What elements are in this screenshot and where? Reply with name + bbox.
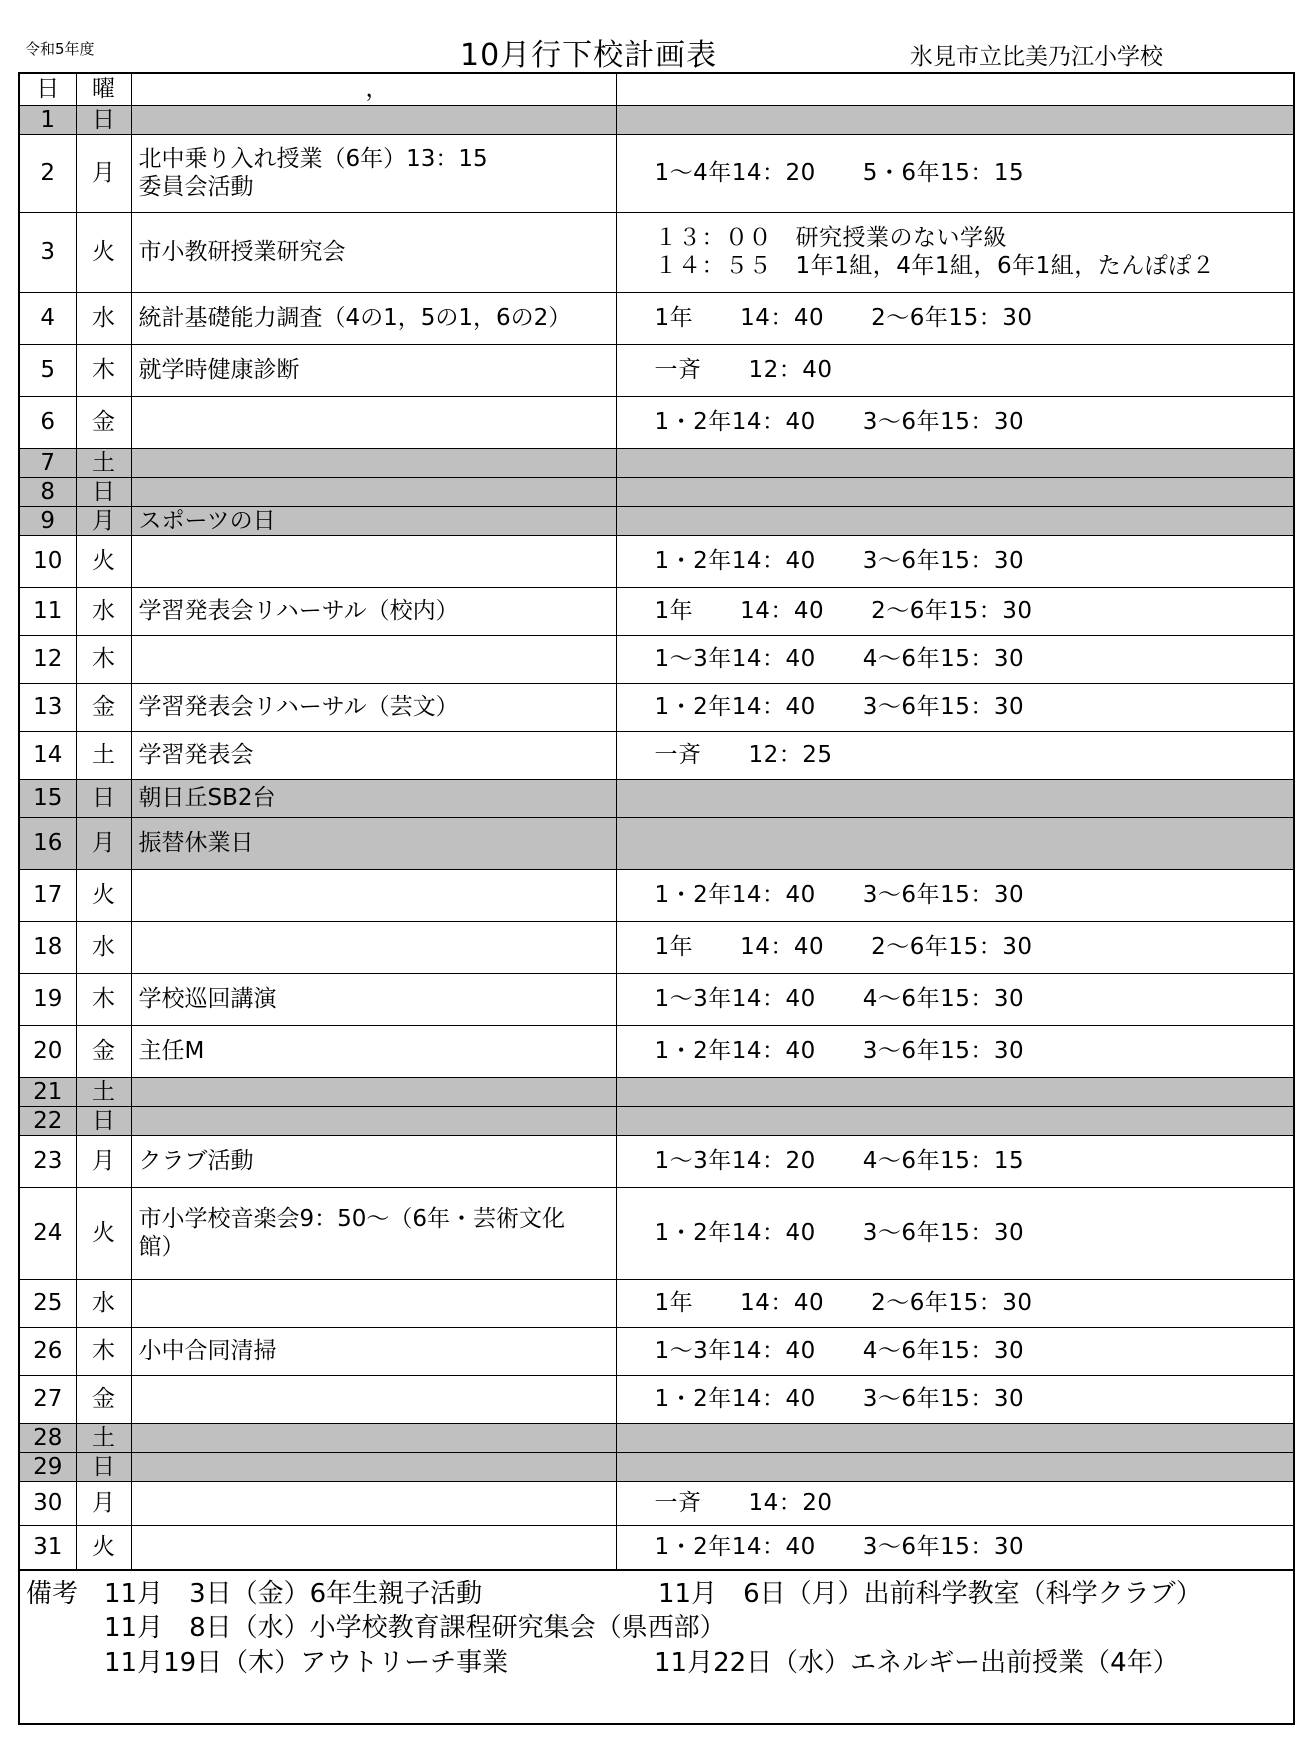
dismissal-cell: 1年 14：40 2～6年15：30 [616, 921, 1293, 973]
day-cell: 7 [20, 448, 76, 477]
event-cell: 北中乗り入れ授業（6年）13：15 委員会活動 [131, 134, 616, 212]
day-cell: 12 [20, 635, 76, 683]
weekday-cell: 日 [76, 1106, 131, 1135]
header-dismissal [616, 74, 1293, 105]
weekday-cell: 金 [76, 1025, 131, 1077]
dismissal-cell: 1・2年14：40 3～6年15：30 [616, 1025, 1293, 1077]
table-row [20, 869, 1293, 921]
dismissal-cell [616, 779, 1293, 817]
weekday-cell: 月 [76, 1135, 131, 1187]
day-cell: 15 [20, 779, 76, 817]
table-row [20, 635, 1293, 683]
table-row [20, 683, 1293, 731]
weekday-cell: 火 [76, 869, 131, 921]
schedule-table-body [20, 74, 1293, 1569]
event-cell [131, 1375, 616, 1423]
day-cell: 14 [20, 731, 76, 779]
dismissal-cell: 1～3年14：20 4～6年15：15 [616, 1135, 1293, 1187]
day-cell: 24 [20, 1187, 76, 1279]
day-cell: 25 [20, 1279, 76, 1327]
event-cell [131, 1279, 616, 1327]
weekday-cell: 火 [76, 1187, 131, 1279]
day-cell: 31 [20, 1525, 76, 1569]
dismissal-cell: 1～3年14：40 4～6年15：30 [616, 1327, 1293, 1375]
weekday-cell: 金 [76, 1375, 131, 1423]
table-row [20, 1452, 1293, 1481]
weekday-cell: 火 [76, 1525, 131, 1569]
weekday-cell: 土 [76, 1423, 131, 1452]
table-row [20, 1025, 1293, 1077]
table-row [20, 1106, 1293, 1135]
header-event: ， [131, 74, 616, 105]
day-cell: 23 [20, 1135, 76, 1187]
dismissal-cell: 一斉 12：40 [616, 344, 1293, 396]
table-row [20, 396, 1293, 448]
event-cell [131, 535, 616, 587]
event-cell [131, 1423, 616, 1452]
dismissal-cell: 1・2年14：40 3～6年15：30 [616, 1187, 1293, 1279]
dismissal-cell: 1～3年14：40 4～6年15：30 [616, 635, 1293, 683]
weekday-cell: 土 [76, 1077, 131, 1106]
event-cell: スポーツの日 [131, 506, 616, 535]
table-row [20, 1525, 1293, 1569]
weekday-cell: 火 [76, 535, 131, 587]
weekday-cell: 日 [76, 1452, 131, 1481]
dismissal-cell [616, 817, 1293, 869]
weekday-cell: 月 [76, 1481, 131, 1525]
weekday-cell: 金 [76, 683, 131, 731]
remark-item: 11月22日（水）エネルギー出前授業（4年） [654, 1647, 1179, 1678]
dismissal-cell: 1年 14：40 2～6年15：30 [616, 292, 1293, 344]
weekday-cell: 月 [76, 506, 131, 535]
table-row [20, 779, 1293, 817]
day-cell: 9 [20, 506, 76, 535]
event-cell: 学習発表会リハーサル（校内） [131, 587, 616, 635]
event-cell: 市小学校音楽会9：50～（6年・芸術文化 館） [131, 1187, 616, 1279]
event-cell [131, 1077, 616, 1106]
dismissal-cell: 一斉 12：25 [616, 731, 1293, 779]
day-cell: 27 [20, 1375, 76, 1423]
table-row [20, 134, 1293, 212]
schedule-sheet [18, 72, 1295, 1725]
table-row [20, 535, 1293, 587]
dismissal-cell: 1・2年14：40 3～6年15：30 [616, 1525, 1293, 1569]
table-row [20, 1423, 1293, 1452]
event-cell [131, 1525, 616, 1569]
dismissal-cell [616, 448, 1293, 477]
dismissal-cell: １３：００ 研究授業のない学級 １４：５５ 1年1組，4年1組，6年1組，たんぽぽ２ [616, 212, 1293, 292]
table-row [20, 731, 1293, 779]
table-row [20, 587, 1293, 635]
table-row [20, 1327, 1293, 1375]
table-row [20, 477, 1293, 506]
day-cell: 5 [20, 344, 76, 396]
day-cell: 19 [20, 973, 76, 1025]
schedule-table [20, 74, 1293, 1570]
event-cell [131, 921, 616, 973]
event-cell: 小中合同清掃 [131, 1327, 616, 1375]
event-cell: 就学時健康診断 [131, 344, 616, 396]
dismissal-cell: 1・2年14：40 3～6年15：30 [616, 869, 1293, 921]
dismissal-cell [616, 1077, 1293, 1106]
day-cell: 18 [20, 921, 76, 973]
remarks-label: 備考 [26, 1578, 79, 1609]
table-row [20, 1077, 1293, 1106]
table-row [20, 344, 1293, 396]
day-cell: 3 [20, 212, 76, 292]
table-row [20, 105, 1293, 134]
weekday-cell: 木 [76, 344, 131, 396]
weekday-cell: 日 [76, 779, 131, 817]
weekday-cell: 月 [76, 134, 131, 212]
dismissal-cell: 1・2年14：40 3～6年15：30 [616, 683, 1293, 731]
weekday-cell: 土 [76, 448, 131, 477]
dismissal-cell [616, 1452, 1293, 1481]
event-cell: 主任M [131, 1025, 616, 1077]
remark-item: 11月 6日（月）出前科学教室（科学クラブ） [658, 1578, 1202, 1609]
event-cell [131, 448, 616, 477]
header-weekday: 曜 [76, 74, 131, 105]
weekday-cell: 日 [76, 105, 131, 134]
weekday-cell: 火 [76, 212, 131, 292]
dismissal-cell: 1～4年14：20 5・6年15：15 [616, 134, 1293, 212]
event-cell: 統計基礎能力調査（4の1，5の1，6の2） [131, 292, 616, 344]
dismissal-cell [616, 105, 1293, 134]
event-cell: 市小教研授業研究会 [131, 212, 616, 292]
dismissal-cell [616, 506, 1293, 535]
table-row [20, 292, 1293, 344]
weekday-cell: 木 [76, 973, 131, 1025]
weekday-cell: 木 [76, 1327, 131, 1375]
event-cell [131, 1106, 616, 1135]
table-row [20, 1375, 1293, 1423]
day-cell: 1 [20, 105, 76, 134]
weekday-cell: 月 [76, 817, 131, 869]
weekday-cell: 木 [76, 635, 131, 683]
day-cell: 28 [20, 1423, 76, 1452]
dismissal-cell [616, 477, 1293, 506]
day-cell: 20 [20, 1025, 76, 1077]
day-cell: 11 [20, 587, 76, 635]
table-header-row [20, 74, 1293, 105]
dismissal-cell: 一斉 14：20 [616, 1481, 1293, 1525]
weekday-cell: 水 [76, 1279, 131, 1327]
event-cell [131, 1481, 616, 1525]
table-row [20, 212, 1293, 292]
day-cell: 8 [20, 477, 76, 506]
event-cell [131, 396, 616, 448]
table-row [20, 1481, 1293, 1525]
table-row [20, 1187, 1293, 1279]
day-cell: 16 [20, 817, 76, 869]
event-cell [131, 869, 616, 921]
event-cell [131, 1452, 616, 1481]
dismissal-cell: 1年 14：40 2～6年15：30 [616, 1279, 1293, 1327]
day-cell: 26 [20, 1327, 76, 1375]
table-row [20, 1135, 1293, 1187]
event-cell [131, 477, 616, 506]
day-cell: 22 [20, 1106, 76, 1135]
event-cell: 朝日丘SB2台 [131, 779, 616, 817]
remark-item: 11月 3日（金）6年生親子活動 [104, 1578, 483, 1609]
weekday-cell: 土 [76, 731, 131, 779]
day-cell: 6 [20, 396, 76, 448]
table-row [20, 1279, 1293, 1327]
remarks-section [20, 1570, 1293, 1705]
day-cell: 21 [20, 1077, 76, 1106]
dismissal-cell: 1・2年14：40 3～6年15：30 [616, 1375, 1293, 1423]
weekday-cell: 水 [76, 292, 131, 344]
dismissal-cell: 1～3年14：40 4～6年15：30 [616, 973, 1293, 1025]
day-cell: 2 [20, 134, 76, 212]
event-cell [131, 105, 616, 134]
day-cell: 30 [20, 1481, 76, 1525]
day-cell: 10 [20, 535, 76, 587]
table-row [20, 506, 1293, 535]
day-cell: 13 [20, 683, 76, 731]
header-day: 日 [20, 74, 76, 105]
event-cell: 学習発表会 [131, 731, 616, 779]
table-row [20, 973, 1293, 1025]
dismissal-cell: 1年 14：40 2～6年15：30 [616, 587, 1293, 635]
table-row [20, 817, 1293, 869]
remark-item: 11月19日（木）アウトリーチ事業 [104, 1647, 509, 1678]
page-title: 10月行下校計画表 [460, 38, 718, 73]
weekday-cell: 金 [76, 396, 131, 448]
event-cell: クラブ活動 [131, 1135, 616, 1187]
day-cell: 17 [20, 869, 76, 921]
event-cell: 学習発表会リハーサル（芸文） [131, 683, 616, 731]
event-cell: 振替休業日 [131, 817, 616, 869]
dismissal-cell [616, 1106, 1293, 1135]
event-cell: 学校巡回講演 [131, 973, 616, 1025]
school-name: 氷見市立比美乃江小学校 [910, 44, 1163, 70]
table-row [20, 448, 1293, 477]
dismissal-cell [616, 1423, 1293, 1452]
weekday-cell: 水 [76, 587, 131, 635]
event-cell [131, 635, 616, 683]
day-cell: 29 [20, 1452, 76, 1481]
remark-item: 11月 8日（水）小学校教育課程研究集会（県西部） [104, 1612, 726, 1643]
day-cell: 4 [20, 292, 76, 344]
dismissal-cell: 1・2年14：40 3～6年15：30 [616, 396, 1293, 448]
weekday-cell: 水 [76, 921, 131, 973]
fiscal-year-label: 令和5年度 [25, 40, 95, 58]
table-row [20, 921, 1293, 973]
weekday-cell: 日 [76, 477, 131, 506]
dismissal-cell: 1・2年14：40 3～6年15：30 [616, 535, 1293, 587]
